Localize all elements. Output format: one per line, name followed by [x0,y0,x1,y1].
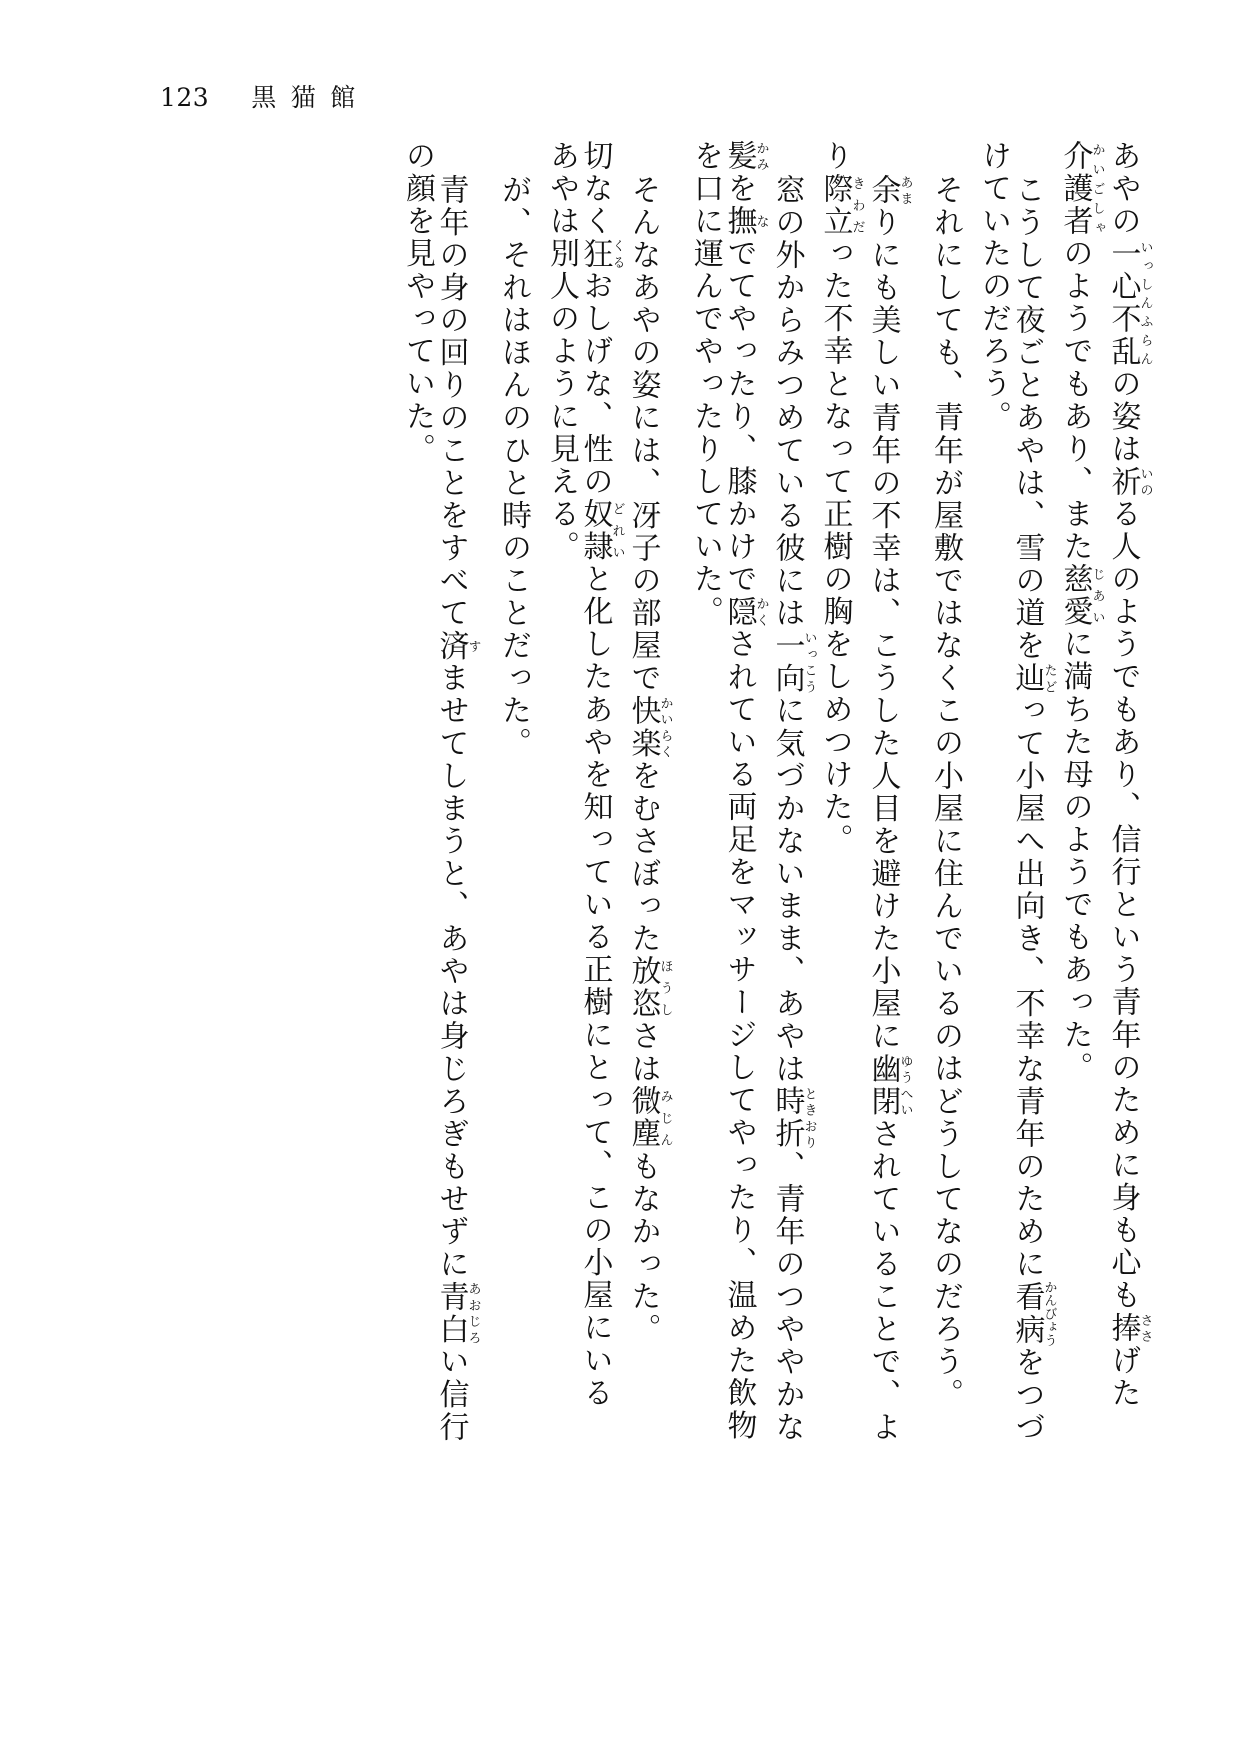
page-number: 123 [160,83,210,112]
running-title: 黒猫館 [251,83,370,112]
text-column: けていたのだろう。 [976,140,1011,433]
vertical-text-body [118,140,1152,1610]
text-column: が、それはほんのひと時のことだった。 [496,174,531,760]
text-column: 介護者かいごしゃのようでもあり、また慈愛じあいに満ちた母のようでもあった。 [1057,140,1105,1084]
text-column: を口に運んでやったりしていた。 [688,140,723,629]
running-head [160,78,370,114]
text-column: そんなあやの姿には、冴子の部屋で快楽かいらくをむさぼった放恣ほうしさは微塵みじんもなかった。 [625,174,673,1346]
text-column: こうして夜ごとあやは、雪の道を辿たどって小屋へ出向き、不幸な青年のために看病かんびょうをつづ [1009,174,1057,1445]
text-column: 髪かみを撫なでてやったり、膝かけで隠かくされている両足をマッサージしてやったり、温めた飲物 [721,140,769,1443]
text-column: あやの一心不乱いっしんふらんの姿は祈いのる人のようでもあり、信行という青年のために身も心も捧ささげた [1105,140,1153,1410]
text-column: 切なく狂くるおしげな、性の奴隷どれいと化したあやを知っている正樹にとって、この小屋にいる [577,140,625,1410]
text-column: それにしても、青年が屋敷ではなくこの小屋に住んでいるのはどうしてなのだろう。 [928,174,963,1411]
text-column: 青年の身の回りのことをすべて済すませてしまうと、あやは身じろぎもせずに青白あおじろい信行 [433,174,481,1444]
text-column: 窓の外からみつめている彼には一向いっこうに気づかないまま、あやは時折ときおり、青年のつややかな [769,174,817,1444]
text-column: 余あまりにも美しい青年の不幸は、こうした人目を避けた小屋に幽閉ゆうへいされていることで、よ [865,174,913,1444]
text-column: あやは別人のように見える。 [544,140,579,564]
text-column: の顔を見やっていた。 [400,140,435,466]
text-column: り際立きわだった不幸となって正樹の胸をしめつけた。 [817,140,865,857]
